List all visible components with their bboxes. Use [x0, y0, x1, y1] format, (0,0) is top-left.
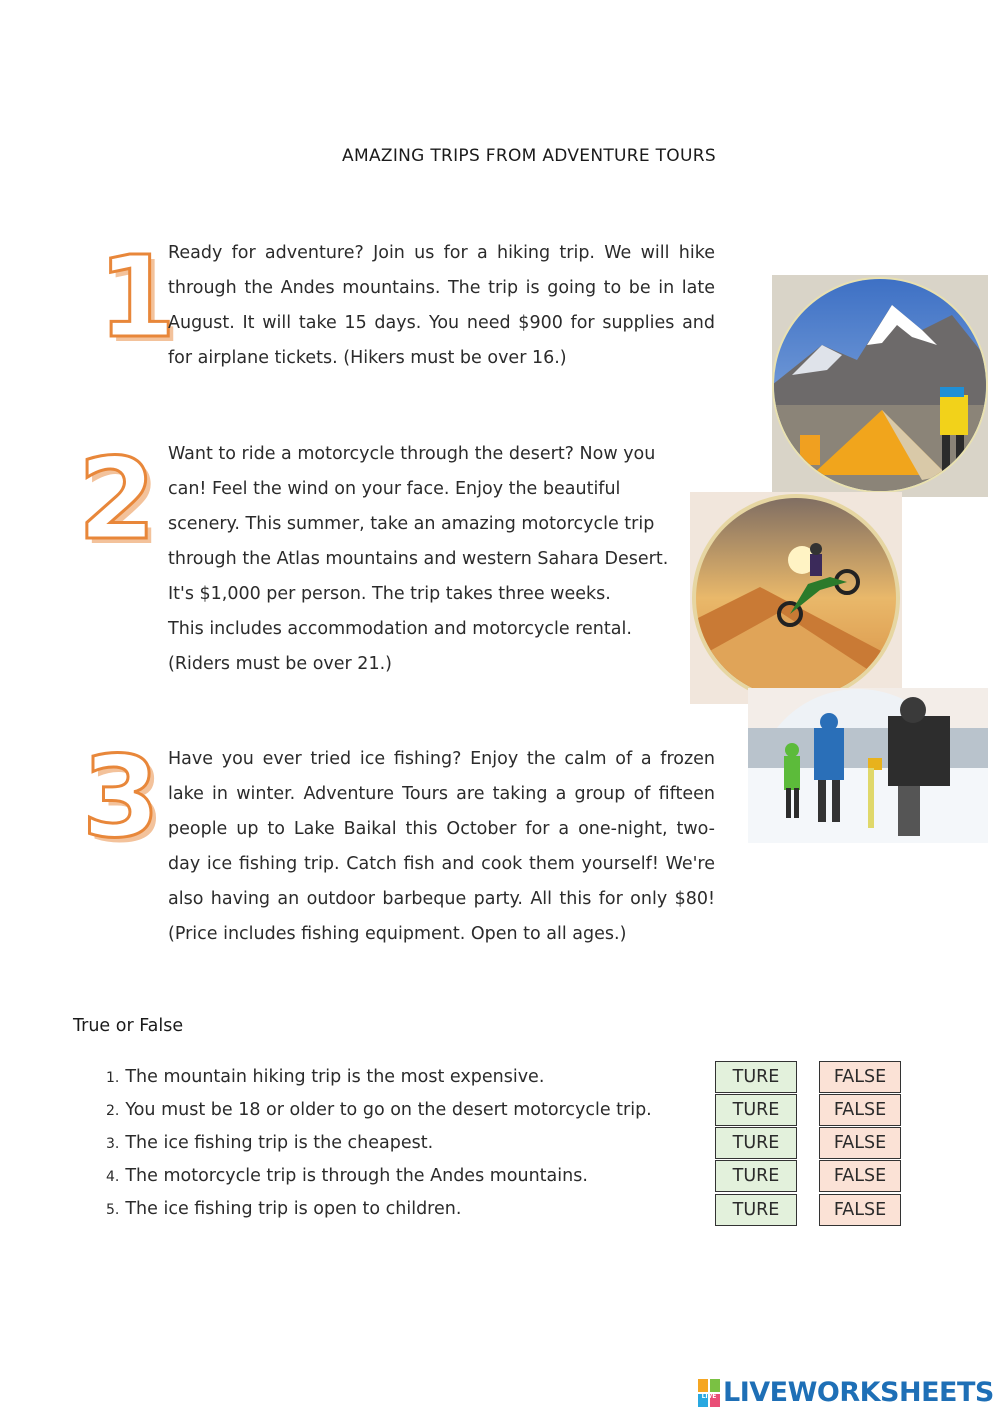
- q1-true-button[interactable]: TURE: [715, 1061, 797, 1093]
- question-text: The motorcycle trip is through the Andes mountains.: [125, 1166, 588, 1186]
- trip-3-line: day ice fishing trip. Catch fish and cook them yourself! We're: [168, 854, 715, 874]
- trip-2-line: can! Feel the wind on your face. Enjoy the beautiful: [168, 479, 621, 499]
- logo-mark-icon: [698, 1379, 720, 1407]
- liveworksheets-logo[interactable]: [698, 1377, 994, 1408]
- trip-2-paragraph: [168, 437, 678, 682]
- quiz-heading: True or False: [73, 1016, 184, 1036]
- page-title: AMAZING TRIPS FROM ADVENTURE TOURS: [342, 146, 716, 166]
- question-number: 3.: [106, 1136, 120, 1152]
- trip-1-line: August. It will take 15 days. You need $900 for supplies and: [168, 313, 715, 333]
- trip-3-line: lake in winter. Adventure Tours are taking a group of fifteen: [168, 784, 715, 804]
- q3-false-button[interactable]: FALSE: [819, 1127, 901, 1159]
- desert-motorcycle-photo: [690, 492, 902, 704]
- trip-number-2: 2: [78, 435, 156, 565]
- trip-number-1: 1: [98, 233, 176, 363]
- q1-false-button[interactable]: FALSE: [819, 1061, 901, 1093]
- trip-3-line: people up to Lake Baikal this October for a one-night, two-: [168, 819, 715, 839]
- question-text: The ice fishing trip is the cheapest.: [125, 1133, 434, 1153]
- trip-2-line: Want to ride a motorcycle through the desert? Now you: [168, 444, 656, 464]
- q5-false-button[interactable]: FALSE: [819, 1194, 901, 1226]
- q4-true-button[interactable]: TURE: [715, 1160, 797, 1192]
- question-4: [106, 1166, 588, 1186]
- question-3: [106, 1133, 433, 1153]
- ice-fishing-photo: [748, 688, 988, 843]
- question-2: [106, 1100, 652, 1120]
- question-1: [106, 1067, 544, 1087]
- trip-1-paragraph: [168, 236, 715, 376]
- q5-true-button[interactable]: TURE: [715, 1194, 797, 1226]
- logo-text: LIVEWORKSHEETS: [723, 1377, 994, 1408]
- q2-false-button[interactable]: FALSE: [819, 1094, 901, 1126]
- trip-1-line: for airplane tickets. (Hikers must be over 16.): [168, 348, 567, 368]
- trip-2-line: scenery. This summer, take an amazing motorcycle trip: [168, 514, 655, 534]
- trip-1-line: Ready for adventure? Join us for a hiking trip. We will hike: [168, 243, 715, 263]
- question-number: 4.: [106, 1169, 120, 1185]
- q3-true-button[interactable]: TURE: [715, 1127, 797, 1159]
- question-5: [106, 1199, 461, 1219]
- trip-1-line: through the Andes mountains. The trip is going to be in late: [168, 278, 715, 298]
- question-number: 1.: [106, 1070, 120, 1086]
- trip-3-line: Have you ever tried ice fishing? Enjoy the calm of a frozen: [168, 749, 715, 769]
- question-text: The mountain hiking trip is the most expensive.: [125, 1067, 545, 1087]
- logo-mark-text: LIVE: [701, 1392, 717, 1400]
- question-text: You must be 18 or older to go on the desert motorcycle trip.: [125, 1100, 652, 1120]
- trip-3-paragraph: [168, 742, 715, 952]
- trip-number-3: 3: [82, 733, 160, 863]
- trip-2-line: This includes accommodation and motorcycle rental.: [168, 619, 632, 639]
- q4-false-button[interactable]: FALSE: [819, 1160, 901, 1192]
- trip-3-line: also having an outdoor barbeque party. All this for only $80!: [168, 889, 715, 909]
- trip-2-line: through the Atlas mountains and western Sahara Desert.: [168, 549, 669, 569]
- question-text: The ice fishing trip is open to children.: [125, 1199, 462, 1219]
- question-number: 5.: [106, 1202, 120, 1218]
- question-number: 2.: [106, 1103, 120, 1119]
- trip-2-line: It's $1,000 per person. The trip takes three weeks.: [168, 584, 611, 604]
- mountain-hiking-photo: [772, 275, 988, 497]
- q2-true-button[interactable]: TURE: [715, 1094, 797, 1126]
- trip-3-line: (Price includes fishing equipment. Open to all ages.): [168, 924, 627, 944]
- trip-2-line: (Riders must be over 21.): [168, 654, 392, 674]
